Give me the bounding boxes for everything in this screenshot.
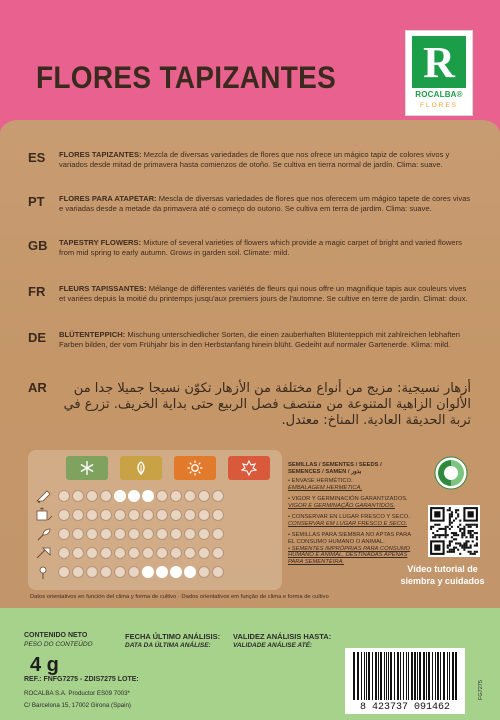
calendar-month-cell [170,490,182,502]
calendar-month-cell [72,509,84,521]
calendar-month-cell [156,547,168,559]
legend-item-pt: VIGOR E GERMINAÇÃO GARANTIDOS. [288,502,395,509]
calendar-month-cell [170,566,182,578]
legend-item-es: • ENVASE HERMÉTICO. [288,478,353,484]
season-header [64,456,276,480]
calendar-month-cell [184,528,196,540]
legend-item [288,478,413,492]
lang-body-fr: Mélange de différentes variétés de fleurs qui nous offre un magnifique tapis aux couleurs vives et variées depuis la moitié du printemps jusqu'aux premiers jours de l'automne. Se cultive en terre de jardin. Climat: doux. [59,284,468,303]
lang-code-ar: AR [28,380,47,395]
producer-address: C/ Barcelona 15, 17002 Girona (Spain) [24,702,131,709]
calendar-month-cell [156,566,168,578]
calendar-month-cell [72,528,84,540]
calendar-month-cell [142,547,154,559]
rocalba-logo [405,30,473,116]
qr-code[interactable] [428,505,480,557]
calendar-month-cell [100,490,112,502]
calendar-month-cell [128,490,140,502]
green-dot-recycle-icon [434,456,468,490]
calendar-month-cell [142,490,154,502]
calendar-month-cell [128,528,140,540]
calendar-month-cell [58,509,70,521]
calendar-month-cell [72,547,84,559]
calendar-month-cell [86,566,98,578]
flowering-icon [34,564,54,580]
spring-icon [133,460,149,476]
calendar-month-cell [128,547,140,559]
lang-name-pt: FLORES PARA ATAPETAR: [59,194,157,203]
calendar-month-cell [184,490,196,502]
growing-calendar [28,450,282,590]
legend-item [288,514,413,528]
lang-text-ar: أزهار نسيجية: مزيج من أنواع مختلفة من الأزهار تكوّن نسيجا جميلا جدا من الألوان الزاهية المتنوعة من منتصف فصل الربيع حتى بداية الخريف. تزرع في تربة الحديقة العادية. المناخ: معتدل. [63,381,471,428]
lang-text-gb [59,238,474,257]
season-summer [174,456,216,480]
legend-item-es: • CONSERVAR EN LUGAR FRESCO Y SECO. [288,514,410,520]
validity-label: VALIDEZ ANÁLISIS HASTA: [233,632,332,641]
barcode-number: 8 423737 091462 [345,702,465,714]
lang-code-es: ES [28,150,46,165]
lang-name-es: FLORES TAPIZANTES: [59,150,142,159]
calendar-month-cell [100,509,112,521]
calendar-month-cell [198,547,210,559]
legend-heading: SEMILLAS / SEMENTES / SEEDS / [288,462,382,468]
last-analysis-label-pt: DATA DA ÚLTIMA ANÁLISE: [125,642,211,649]
legend-item [288,532,413,566]
last-analysis-label: FECHA ÚLTIMO ANÁLISIS: [125,632,221,641]
calendar-month-cell [72,566,84,578]
video-line-2: siembra y cuidados [400,576,485,586]
calendar-month-cell [58,528,70,540]
lang-code-pt: PT [28,194,45,209]
barcode [345,648,465,704]
lang-text-pt [59,194,474,213]
calendar-month-cell [128,509,140,521]
video-tutorial-text[interactable] [390,563,495,587]
logo-square [412,36,466,88]
calendar-month-cell [86,528,98,540]
lang-body-es: Mezcla de diversas variedades de flores que nos ofrece un mágico tapiz de colores vivos y variados desde mitad de primavera hasta comienzos de otoño. Se cultiva en tierra normal de jardín. Clima: suave. [59,150,450,169]
legend-item-es: • VIGOR Y GERMINACIÓN GARANTIZADOS. [288,496,408,502]
calendar-month-cell [212,547,224,559]
lang-body-pt: Mescla de diversas variedades de flores que nos oferecem um mágico tapete de cores vivas e variadas desde a metade da primavera até o começo do outono. Se cultiva em terra de jardim. Clima: suave. [59,194,471,213]
legend-item-pt: EMBALAGEM HERMÉTICA. [288,484,363,491]
calendar-month-cell [212,528,224,540]
calendar-month-cell [142,566,154,578]
lang-code-gb: GB [28,238,48,253]
lang-code-fr: FR [28,284,46,299]
calendar-month-cell [212,566,224,578]
footnote: Datos orientativos en función del clima y forma de cultivo · Dados orientativos em função de clima e forma de cultivo [30,594,329,600]
calendar-month-cell [114,490,126,502]
calendar-month-cell [156,509,168,521]
season-spring [120,456,162,480]
lang-text-de [59,330,474,349]
calendar-month-cell [142,509,154,521]
calendar-month-cell [198,509,210,521]
lang-text-fr [59,284,474,303]
calendar-month-cell [156,528,168,540]
calendar-month-cell [114,528,126,540]
legend-item [288,496,413,510]
lang-body-de: Mischung unterschiedlicher Sorten, die einen zauberhaften Blütenteppich mit zahlreichen lebhaften Farben bilden, der vom Frühjahr bis in den Herbstanfang hinein blüht. Gedeiht auf normaler Gartenerde. Klima: mild. [59,330,461,349]
calendar-month-cell [156,490,168,502]
vertical-code: FG7275 [478,680,484,700]
winter-icon [79,460,95,476]
calendar-month-cell [100,547,112,559]
calendar-month-cell [170,528,182,540]
lang-name-gb: TAPESTRY FLOWERS: [59,238,142,247]
calendar-row [34,545,278,561]
calendar-month-cell [184,509,196,521]
product-title: FLORES TAPIZANTES [36,60,337,95]
calendar-month-cell [142,528,154,540]
calendar-month-cell [184,566,196,578]
autumn-icon [241,460,257,476]
growing-icon [34,526,54,542]
net-content-label-pt: PESO DO CONTEÚDO [24,641,93,648]
calendar-month-cell [212,490,224,502]
harvest-icon [34,545,54,561]
legend-item-es: • SEMILLAS PARA SIEMBRA NO APTAS PARA EL CONSUMO HUMANO O ANIMAL. [288,532,411,545]
calendar-month-cell [72,490,84,502]
transplant-icon [34,507,54,523]
calendar-month-cell [86,547,98,559]
calendar-month-cell [86,490,98,502]
calendar-row [34,564,278,580]
logo-letter: R [423,37,455,87]
calendar-month-cell [212,509,224,521]
lang-name-de: BLÜTENTEPPICH: [59,330,126,339]
lang-name-fr: FLEURS TAPISSANTES: [59,284,147,293]
producer-info: ROCALBA S.A. Productor ES09 7003* [24,690,130,697]
calendar-month-cell [198,528,210,540]
video-line-1: Vídeo tutorial de [407,564,478,574]
calendar-month-cell [184,547,196,559]
calendar-month-cell [58,490,70,502]
season-autumn [228,456,270,480]
legend-heading-2: SEMENCES / SAMEN / بذور [288,469,362,475]
net-content-label: CONTENIDO NETO [24,632,88,639]
calendar-month-cell [170,547,182,559]
lang-body-gb: Mixture of several varieties of flowers which provide a magic carpet of bright and varied flowers from mid spring to early autumn. Grows in garden soil. Climate: mild. [59,238,462,257]
calendar-month-cell [114,566,126,578]
calendar-row [34,526,278,542]
calendar-month-cell [100,528,112,540]
logo-subtitle: FLORES [419,102,458,109]
calendar-month-cell [114,509,126,521]
lang-text-es [59,150,474,169]
seed-legend [288,462,413,566]
legend-item-pt: • SEMENTES IMPRÓPRIAS PARA CONSUMO HUMANO E ANIMAL, DESTINADAS APENAS PARA SEMENTEIRA. [288,545,411,566]
season-winter [66,456,108,480]
calendar-row [34,488,278,504]
calendar-month-cell [170,509,182,521]
calendar-row [34,507,278,523]
sowing-icon [34,488,54,504]
summer-icon [187,460,203,476]
calendar-month-cell [128,566,140,578]
calendar-month-cell [58,566,70,578]
reference-lot: REF.: FNFG7275 - ZDIS7275 LOTE: [24,676,139,683]
legend-item-pt: CONSERVAR EM LUGAR FRESCO E SECO. [288,520,408,527]
calendar-month-cell [86,509,98,521]
calendar-month-cell [114,547,126,559]
calendar-month-cell [198,566,210,578]
calendar-month-cell [100,566,112,578]
lang-code-de: DE [28,330,47,345]
validity-label-pt: VALIDADE ANÁLISE ATÉ: [233,642,313,649]
calendar-month-cell [58,547,70,559]
net-content-value: 4 g [30,654,59,676]
calendar-month-cell [198,490,210,502]
logo-brand-name: ROCALBA® [415,90,463,99]
